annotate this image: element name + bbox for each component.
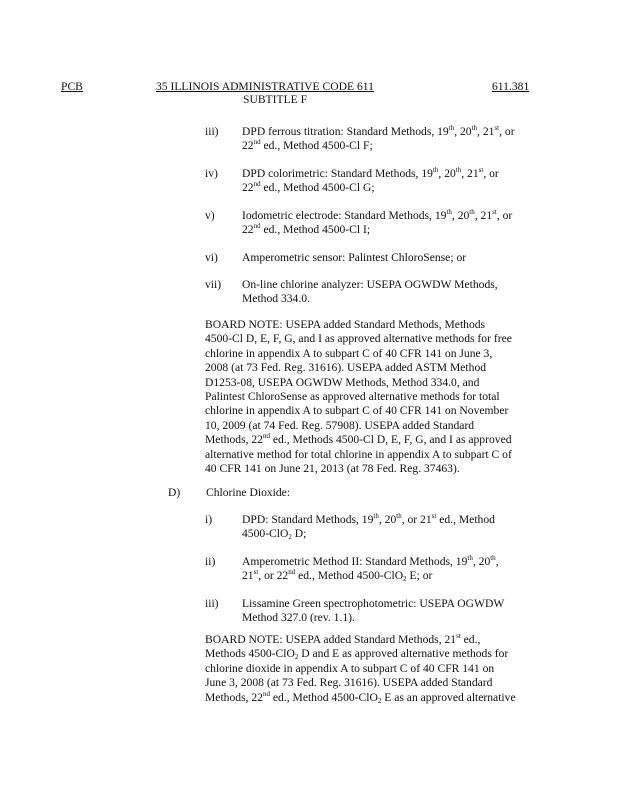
section-d-title: Chlorine Dioxide: — [206, 486, 291, 499]
item-label: ii) — [205, 555, 216, 568]
item-label: iii) — [205, 125, 219, 138]
section-d-label: D) — [168, 486, 181, 499]
item-label: i) — [205, 513, 213, 526]
note-line: chlorine dioxide in appendix A to subpart C of 40 CFR 141 on — [205, 661, 495, 675]
header-section-number: 611.381 — [492, 80, 530, 93]
item-line: 21st, or 22nd ed., Method 4500-ClO$_2$ E; or — [242, 568, 433, 584]
header-subtitle: SUBTITLE F — [243, 93, 308, 106]
item-line: DPD ferrous titration: Standard Methods, 19th, 20th, 21st, or — [242, 124, 515, 138]
item-label: vi) — [205, 251, 218, 264]
note-line: chlorine in appendix A to subpart C of 40 CFR 141 on June 3, — [205, 346, 493, 360]
note-line: Methods, 22nd ed., Methods 4500-Cl D, E, F, G, and I as approved — [205, 432, 512, 447]
item-line: Method 327.0 (rev. 1.1). — [242, 611, 355, 625]
note-line: 2008 (at 73 Fed. Reg. 31616). USEPA added ASTM Method — [205, 361, 487, 375]
item-line: Method 334.0. — [242, 292, 310, 306]
note-line: BOARD NOTE: USEPA added Standard Methods, 21st ed., — [205, 632, 481, 646]
item-line: DPD: Standard Methods, 19th, 20th, or 21st ed., Method — [242, 512, 495, 526]
item-line: Amperometric Method II: Standard Methods, 19th, 20th, — [242, 554, 499, 568]
item-line: 22nd ed., Method 4500-Cl F; — [242, 138, 373, 153]
item-label: iii) — [205, 597, 219, 610]
note-line: 40 CFR 141 on June 21, 2013 (at 78 Fed. Reg. 37463). — [205, 462, 460, 476]
note-line: Palintest ChloroSense as approved alternative methods for total — [205, 390, 500, 404]
item-line: 22nd ed., Method 4500-Cl G; — [242, 180, 375, 195]
item-label: v) — [205, 209, 215, 222]
item-label: vii) — [205, 278, 222, 291]
item-line: Lissamine Green spectrophotometric: USEPA OGWDW — [242, 597, 505, 610]
board-note-chlorine — [205, 318, 530, 476]
board-note-chlorine-dioxide — [205, 633, 535, 705]
item-line: Amperometric sensor: Palintest ChloroSense; or — [242, 251, 467, 264]
note-line: alternative method for total chlorine in appendix A to subpart C of — [205, 447, 512, 461]
header-code-title: 35 ILLINOIS ADMINISTRATIVE CODE 611 — [156, 80, 374, 93]
note-line: June 3, 2008 (at 73 Fed. Reg. 31616). USEPA added Standard — [205, 676, 493, 690]
note-line: BOARD NOTE: USEPA added Standard Methods, Methods — [205, 318, 486, 331]
page-header — [0, 80, 618, 110]
note-line: D1253-08, USEPA OGWDW Methods, Method 334.0, and — [205, 375, 480, 389]
item-line: 22nd ed., Method 4500-Cl I; — [242, 222, 371, 237]
item-line: On-line chlorine analyzer: USEPA OGWDW Methods, — [242, 278, 498, 291]
note-line: Methods 4500-ClO$_2$ D and E as approved alternative methods for — [205, 647, 509, 662]
item-label: iv) — [205, 167, 218, 180]
note-line: chlorine in appendix A to subpart C of 40 CFR 141 on November — [205, 404, 509, 418]
item-line: DPD colorimetric: Standard Methods, 19th, 20th, 21st, or — [242, 166, 499, 180]
note-line: Methods, 22nd ed., Method 4500-ClO$_2$ E as an approved alternative — [205, 689, 516, 705]
item-line: 4500-ClO$_2$ D; — [242, 527, 307, 542]
note-line: 4500-Cl D, E, F, G, and I as approved alternative methods for free — [205, 332, 512, 346]
item-line: Iodometric electrode: Standard Methods, 19th, 20th, 21st, or — [242, 208, 513, 222]
header-agency: PCB — [61, 80, 83, 93]
note-line: 10, 2009 (at 74 Fed. Reg. 57908). USEPA added Standard — [205, 418, 475, 432]
